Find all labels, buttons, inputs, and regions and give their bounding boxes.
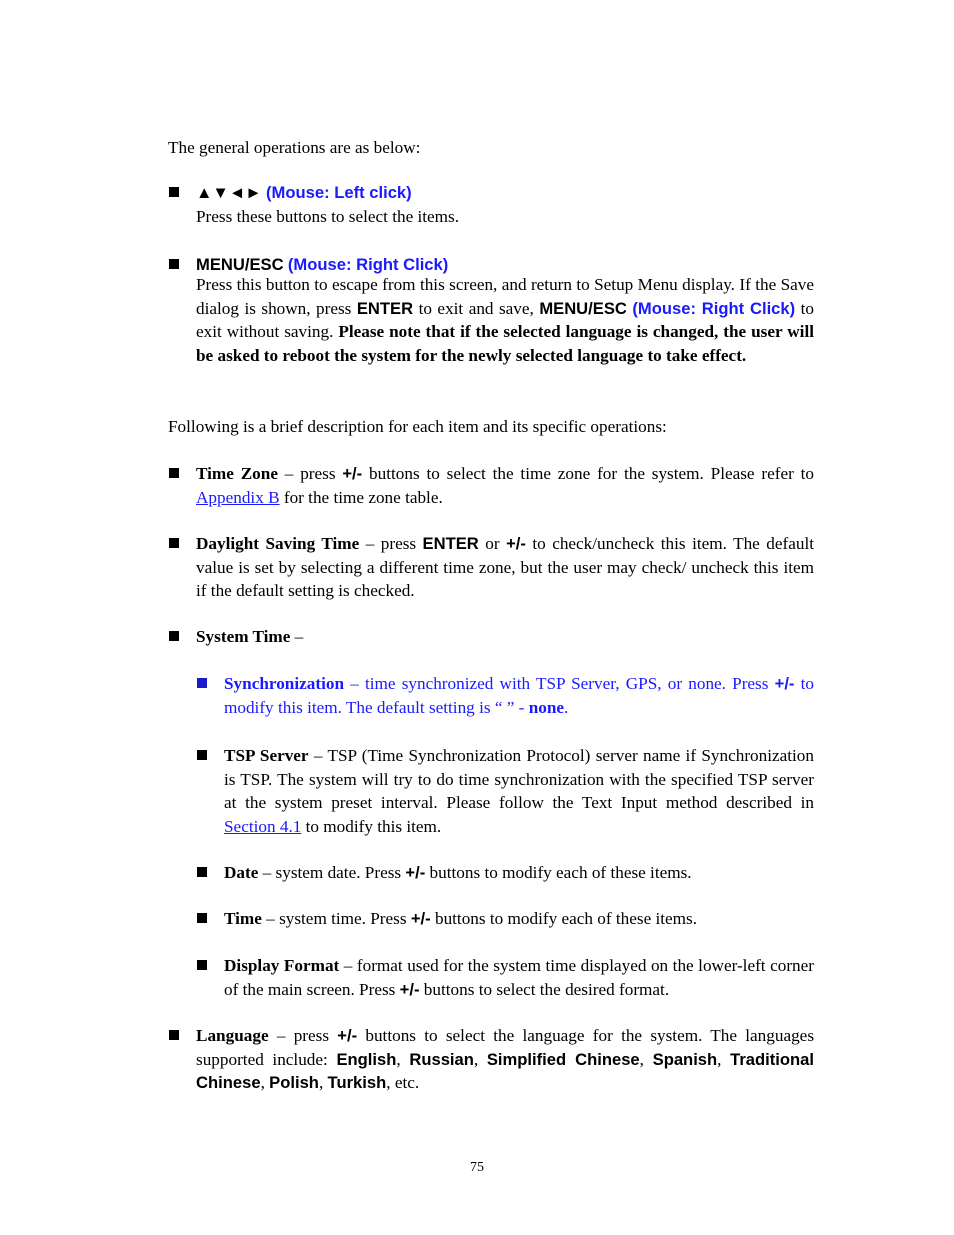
tsp-text-1: – TSP (Time Synchronization Protocol) server name if Synchronization is TSP. The system will try to do time synchronization with the specified TSP server at the system preset interval. Please follow the Text Input method described in — [224, 746, 814, 813]
bullet-icon — [169, 468, 179, 478]
separator: , — [396, 1049, 410, 1069]
format-text-2: buttons to select the desired format. — [419, 979, 670, 999]
bullet-icon — [197, 913, 207, 923]
plus-minus-key: +/- — [337, 1026, 358, 1045]
arrow-keys-glyphs: ▲▼◄► — [196, 183, 262, 202]
dst-text-3: to check/uncheck this item. The default value is set by selecting a different time zone, but the user may check/ uncheck this item if the default setting is checked. — [196, 534, 814, 601]
time-zone-text-2: buttons to select the time zone for the system. Please refer to — [362, 464, 814, 483]
plus-minus-key: +/- — [399, 979, 420, 999]
plus-minus-key: +/- — [410, 909, 431, 928]
menu-esc-description — [196, 273, 814, 367]
time-text-2: buttons to modify each of these items. — [430, 909, 698, 928]
menu-esc-key: MENU/ESC — [196, 255, 284, 274]
bullet-icon — [197, 750, 207, 760]
dst-text-1: – press — [359, 534, 423, 553]
tsp-server-item — [224, 744, 814, 838]
plus-minus-key: +/- — [774, 674, 795, 693]
language-russian: Russian — [409, 1049, 474, 1069]
menu-text-3: to exit without saving. — [196, 298, 815, 342]
mouse-right-click-label: (Mouse: Right Click) — [632, 298, 796, 318]
menu-text-2: to exit and save, — [413, 298, 540, 318]
enter-key: ENTER — [422, 534, 479, 553]
language-item — [196, 1024, 814, 1095]
format-text-1: – format used for the system time displayed on the lower-left corner of the main screen. Press — [224, 956, 814, 999]
language-spanish: Spanish — [652, 1049, 718, 1069]
bullet-icon — [169, 259, 179, 269]
date-item — [224, 861, 814, 885]
mouse-right-click-label: (Mouse: Right Click) — [287, 255, 449, 274]
tsp-server-label: TSP Server — [224, 746, 309, 765]
synchronization-label: Synchronization — [224, 674, 345, 693]
language-text-1: – press — [268, 1026, 338, 1045]
sync-text-1: – time synchronized with TSP Server, GPS, or none. Press — [344, 674, 775, 693]
sync-text-3: . — [564, 697, 569, 717]
bullet-icon — [169, 538, 179, 548]
bullet-icon — [197, 960, 207, 970]
page-number: 75 — [470, 1160, 484, 1175]
system-time-dash: – — [290, 627, 304, 646]
separator: , — [260, 1073, 270, 1093]
time-text-1: – system time. Press — [261, 909, 411, 928]
following-text: Following is a brief description for each item and its specific operations: — [168, 417, 667, 436]
separator: , — [318, 1073, 328, 1093]
language-label: Language — [196, 1026, 269, 1045]
plus-minus-key: +/- — [342, 464, 363, 483]
language-traditional-chinese: Traditional Chinese — [196, 1049, 815, 1093]
language-text-2: buttons to select the language for the system. The languages supported include: — [196, 1026, 815, 1069]
mouse-left-click-label: (Mouse: Left click) — [266, 183, 412, 202]
time-zone-label: Time Zone — [196, 464, 278, 483]
synchronization-item — [224, 672, 814, 719]
bullet-icon — [169, 187, 179, 197]
enter-key: ENTER — [356, 298, 414, 318]
bullet-icon — [169, 1030, 179, 1040]
menu-esc-key: MENU/ESC — [539, 298, 627, 318]
bullet-icon — [197, 678, 207, 688]
sync-text-2: to modify this item. The default setting is “ ” - — [224, 674, 815, 717]
system-time-label: System Time — [196, 627, 291, 646]
plus-minus-key: +/- — [405, 863, 426, 882]
reboot-note: Please note that if the selected language is changed, the user will be asked to reboot the system for the newly selected language to take effect. — [196, 322, 814, 365]
arrow-keys-description: Press these buttons to select the items. — [196, 206, 460, 226]
time-label: Time — [224, 909, 262, 928]
language-polish: Polish — [269, 1073, 319, 1093]
date-label: Date — [224, 863, 259, 882]
dst-item — [196, 532, 814, 603]
display-format-label: Display Format — [224, 956, 340, 975]
language-text-3: , etc. — [386, 1073, 420, 1093]
separator: , — [717, 1049, 731, 1069]
bullet-icon — [169, 631, 179, 641]
tsp-text-2: to modify this item. — [301, 816, 442, 836]
display-format-item — [224, 954, 814, 1001]
time-zone-text-3: for the time zone table. — [279, 487, 443, 507]
bullet-icon — [197, 867, 207, 877]
time-zone-item — [196, 462, 814, 509]
dst-text-2: or — [478, 534, 507, 553]
separator: , — [473, 1049, 487, 1069]
plus-minus-key: +/- — [506, 534, 526, 553]
language-simplified-chinese: Simplified Chinese — [486, 1049, 640, 1069]
separator: , — [639, 1049, 653, 1069]
dst-label: Daylight Saving Time — [196, 534, 360, 553]
system-time-item — [196, 625, 814, 649]
language-turkish: Turkish — [327, 1073, 387, 1093]
sync-default-none: none — [528, 697, 565, 717]
language-english: English — [336, 1049, 397, 1069]
section-4-1-link[interactable]: Section 4.1 — [224, 816, 302, 836]
intro-text: The general operations are as below: — [168, 138, 421, 157]
date-text-1: – system date. Press — [258, 863, 406, 882]
menu-text-1: Press this button to escape from this screen, and return to Setup Menu display. If the Save dialog is shown, press — [196, 275, 814, 318]
appendix-b-link[interactable]: Appendix B — [196, 487, 280, 507]
date-text-2: buttons to modify each of these items. — [425, 863, 692, 882]
arrow-keys-item — [196, 181, 814, 228]
time-zone-text-1: – press — [277, 464, 343, 483]
time-item — [224, 907, 814, 931]
